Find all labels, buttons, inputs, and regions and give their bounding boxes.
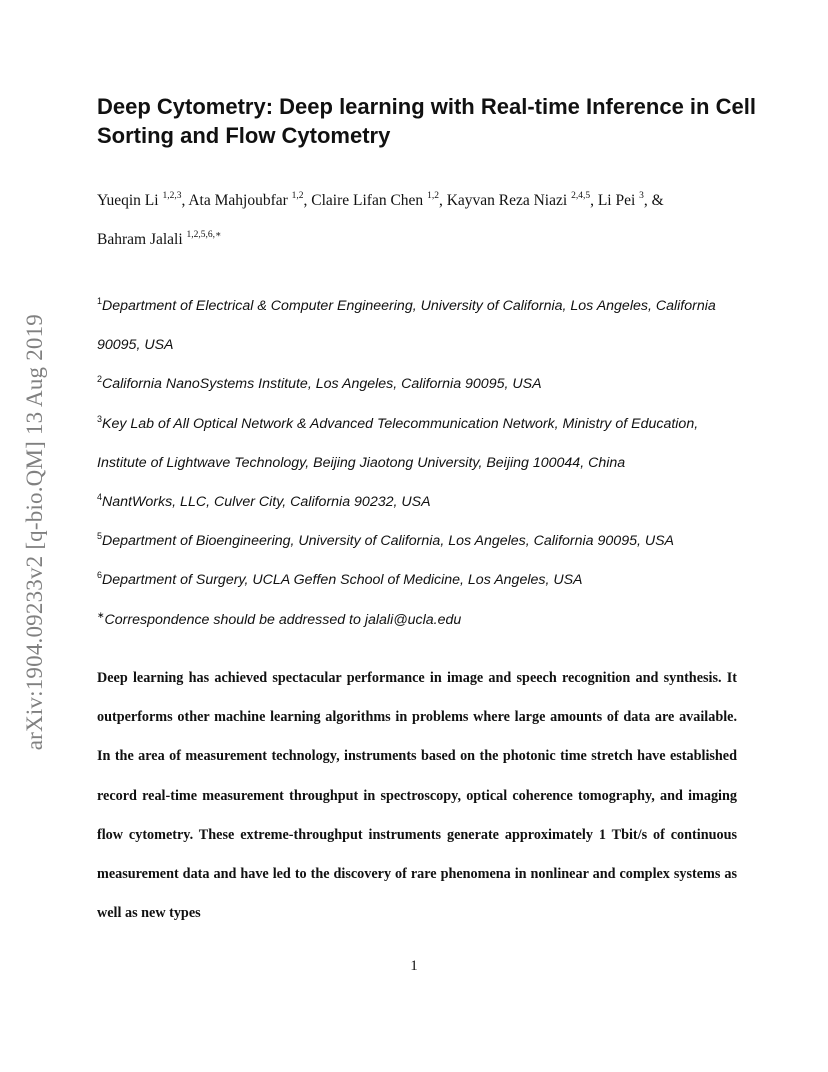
- arxiv-identifier: arXiv:1904.09233v2 [q-bio.QM] 13 Aug 2019: [22, 313, 47, 751]
- author: Ata Mahjoubfar $^{1,2}$: [188, 191, 304, 209]
- affiliation-list: [97, 287, 737, 640]
- author: Claire Lifan Chen $^{1,2}$: [311, 191, 439, 209]
- page-number: 1: [410, 958, 418, 974]
- paper-title: Deep Cytometry: Deep learning with Real-time Inference in Cell Sorting and Flow Cytometry: [97, 94, 756, 148]
- affiliation: $^3$Key Lab of All Optical Network & Advanced Telecommunication Network, Ministry of Education, Institute of Lightwave Technology, Beijing Jiaotong University, Beijing 100044, China: [97, 413, 699, 471]
- arxiv-sidebar: [18, 262, 52, 802]
- author-list: Yueqin Li $^{1,2,3}$, Ata Mahjoubfar $^{1,2}$, Claire Lifan Chen $^{1,2}$, Kayvan Reza Niazi $^{2,4,5}$, Li Pei $^3$, & Bahram Jalali $^{1,2,5,6,∗}$: [97, 191, 664, 248]
- affiliation: $^5$Department of Bioengineering, University of California, Los Angeles, California 90095, USA: [97, 531, 675, 550]
- affiliation: $^4$NantWorks, LLC, Culver City, California 90232, USA: [97, 492, 431, 511]
- abstract-text: Deep learning has achieved spectacular performance in image and speech recognition and synthesis. It outperforms other machine learning algorithms in problems where large amounts of data are available. In the area of measurement technology, instruments based on the photonic time stretch have established record real-time measurement throughput in spectroscopy, optical coherence tomography, and imaging flow cytometry. These extreme-throughput instruments generate approximately 1 Tbit/s of continuous measurement data and have led to the discovery of rare phenomena in nonlinear and complex systems as well as new types: [97, 670, 737, 922]
- author: Kayvan Reza Niazi $^{2,4,5}$: [446, 191, 591, 209]
- author: Bahram Jalali $^{1,2,5,6,∗}$: [97, 230, 222, 248]
- correspondence-note: ∗Correspondence should be addressed to jalali@ucla.edu: [97, 609, 462, 628]
- affiliation: $^6$Department of Surgery, UCLA Geffen School of Medicine, Los Angeles, USA: [97, 570, 583, 589]
- affiliation: $^1$Department of Electrical & Computer Engineering, University of California, Los Angeles, California 90095, USA: [97, 296, 716, 354]
- author: Yueqin Li $^{1,2,3}$: [97, 191, 182, 209]
- affiliation: $^2$California NanoSystems Institute, Los Angeles, California 90095, USA: [97, 374, 542, 393]
- author: Li Pei $^3$: [597, 191, 644, 209]
